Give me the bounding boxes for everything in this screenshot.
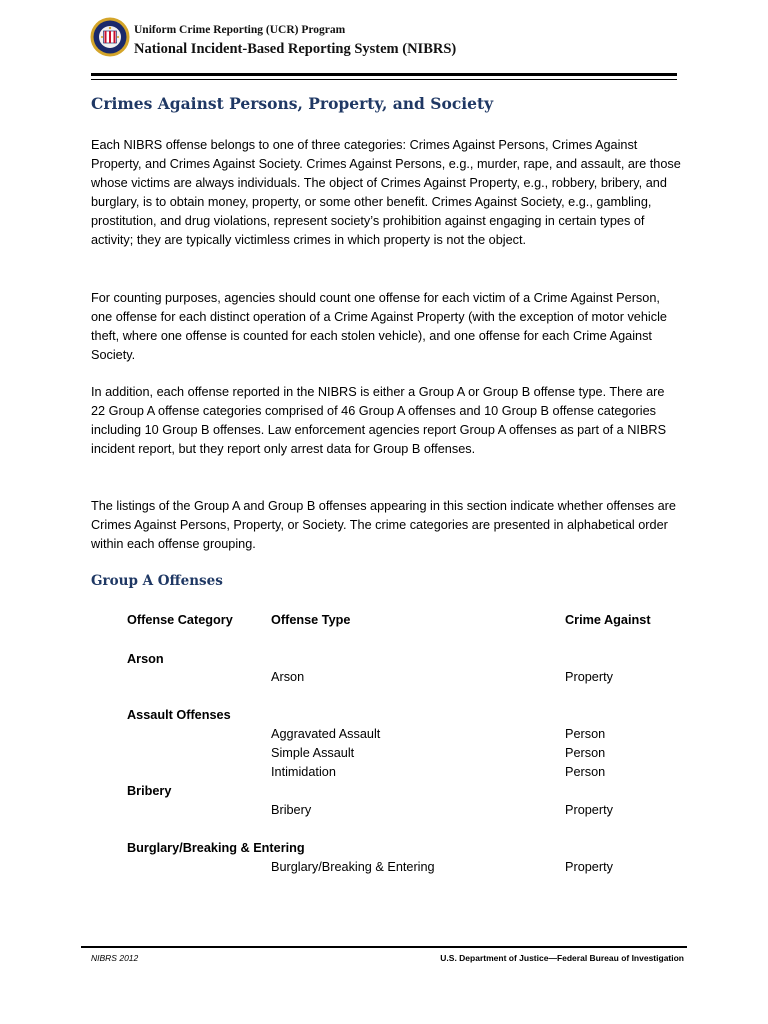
offense-category-arson: Arson xyxy=(127,652,164,666)
crime-against: Property xyxy=(565,670,613,684)
crime-against: Person xyxy=(565,746,606,760)
column-header-offense-type: Offense Type xyxy=(271,613,351,627)
paragraph-counting: For counting purposes, agencies should count one offense for each victim of a Crime Against Person, one offense for each distinct operation of a Crime Against Property (with the exception of motor vehicle theft, where one offense is counted for each stolen vehicle), and one offense for each Crime Against Society. xyxy=(91,291,667,362)
footer-edition: NIBRS 2012 xyxy=(91,953,139,963)
offense-type: Burglary/Breaking & Entering xyxy=(271,860,435,874)
offense-category-assault: Assault Offenses xyxy=(127,708,231,722)
header-system-name: National Incident-Based Reporting System (NIBRS) xyxy=(134,41,457,57)
paragraph-group-types: In addition, each offense reported in the NIBRS is either a Group A or Group B offense type. There are 22 Group A offense categories comprised of 46 Group A offenses and 10 Group B offense categories including 10 Group B offenses. Law enforcement agencies report Group A offenses as part of a NIBRS incident report, but they report only arrest data for Group B offenses. xyxy=(91,385,667,456)
offense-category-burglary: Burglary/Breaking & Entering xyxy=(127,841,305,855)
footer-agency: U.S. Department of Justice—Federal Bureau of Investigation xyxy=(440,953,684,963)
offense-type: Arson xyxy=(271,670,305,684)
page-title: Crimes Against Persons, Property, and Society xyxy=(91,94,494,113)
offense-type: Aggravated Assault xyxy=(271,727,381,741)
footer-divider xyxy=(81,946,687,948)
header-divider-thin xyxy=(91,79,677,80)
crime-against: Person xyxy=(565,765,606,779)
column-header-offense-category: Offense Category xyxy=(127,613,233,627)
header-program-name: Uniform Crime Reporting (UCR) Program xyxy=(134,24,346,36)
crime-against: Property xyxy=(565,803,613,817)
column-header-crime-against: Crime Against xyxy=(565,613,651,627)
crime-against: Property xyxy=(565,860,613,874)
crime-against: Person xyxy=(565,727,606,741)
paragraph-categories: Each NIBRS offense belongs to one of three categories: Crimes Against Persons, Crimes Against Property, and Crimes Against Society. Crimes Against Persons, e.g., murder, rape, and assault, are those whose victims are always individuals. The object of Crimes Against Property, e.g., robbery, bribery, and burglary, is to obtain money, property, or some other benefit. Crimes Against Society, e.g., gambling, prostitution, and drug violations, represent society’s prohibition against engaging in certain types of activity; they are typically victimless crimes in which property is not the object. xyxy=(91,138,681,247)
offense-type: Simple Assault xyxy=(271,746,355,760)
paragraph-listings: The listings of the Group A and Group B offenses appearing in this section indicate whether offenses are Crimes Against Persons, Property, or Society. The crime categories are presented in alphabetical order within each offense grouping. xyxy=(91,499,676,551)
offense-category-bribery: Bribery xyxy=(127,784,172,798)
fbi-seal-icon xyxy=(90,17,130,57)
header-divider-thick xyxy=(91,73,677,76)
offense-type: Intimidation xyxy=(271,765,336,779)
offense-type: Bribery xyxy=(271,803,312,817)
group-a-heading: Group A Offenses xyxy=(91,573,223,589)
